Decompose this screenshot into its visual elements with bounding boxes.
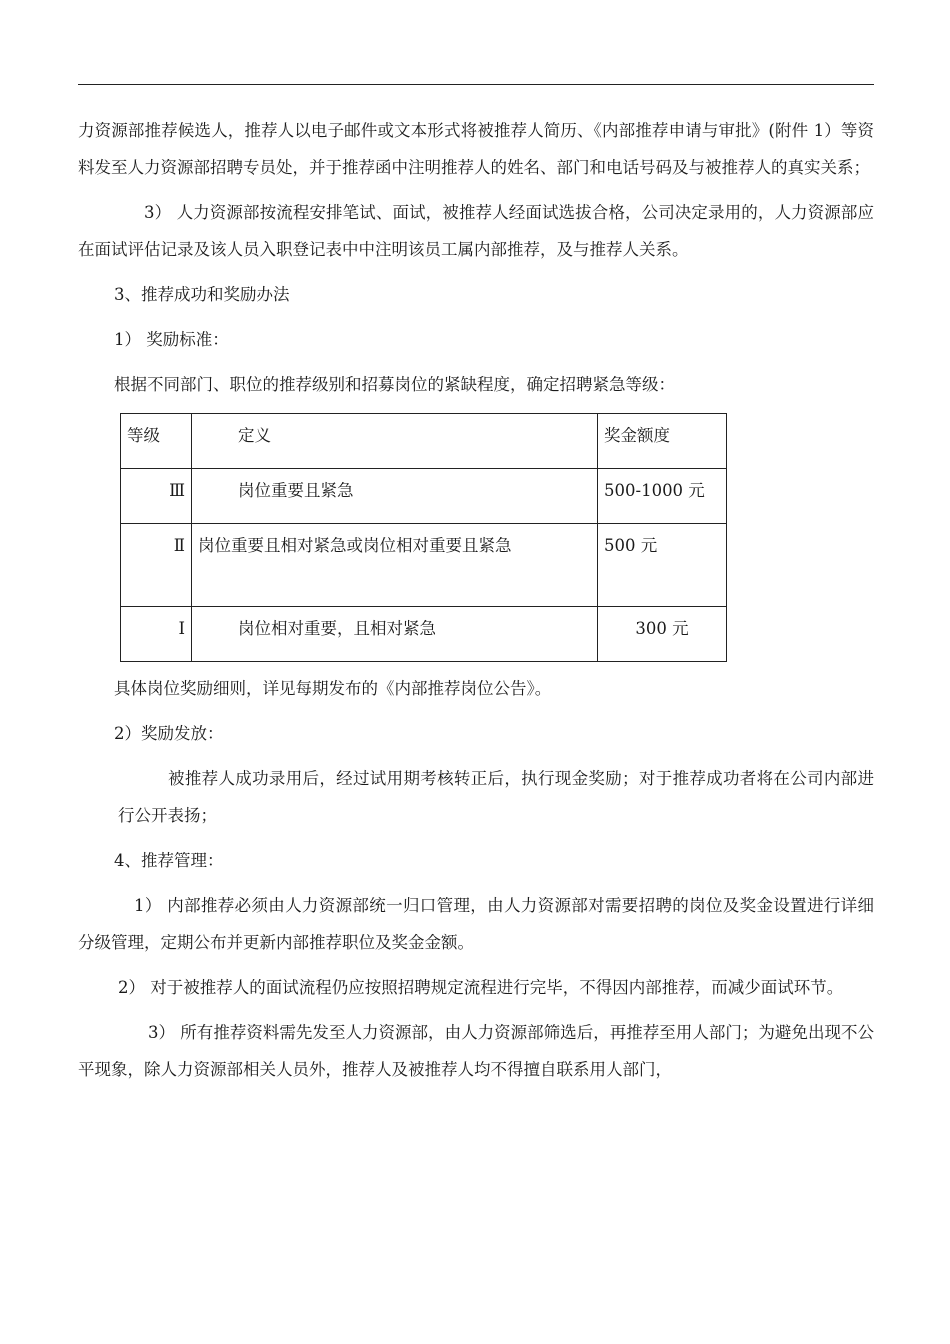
table-header-cell: 等级 xyxy=(121,414,192,469)
paragraph: 2） 对于被推荐人的面试流程仍应按照招聘规定流程进行完毕，不得因内部推荐，而减少面试环节。 xyxy=(118,978,844,997)
definition-cell: 岗位相对重要，且相对紧急 xyxy=(192,607,598,662)
table-header-cell: 奖金额度 xyxy=(598,414,727,469)
table-row xyxy=(121,607,727,662)
level-cell: Ⅲ xyxy=(121,469,192,524)
paragraph: 1） 内部推荐必须由人力资源部统一归口管理，由人力资源部对需要招聘的岗位及奖金设置进行详细分级管理，定期公布并更新内部推荐职位及奖金金额。 xyxy=(78,896,874,952)
header-rule xyxy=(78,84,874,85)
section-heading: 3、推荐成功和奖励办法 xyxy=(114,285,290,304)
subsection-heading: 2）奖励发放： xyxy=(114,724,224,743)
level-cell: Ⅱ xyxy=(121,524,192,607)
table-header-cell: 定义 xyxy=(192,414,598,469)
definition-cell: 岗位重要且紧急 xyxy=(192,469,598,524)
table-row xyxy=(121,469,727,524)
bonus-cell: 500-1000 元 xyxy=(598,469,727,524)
table-row xyxy=(121,524,727,607)
paragraph: 3） 人力资源部按流程安排笔试、面试，被推荐人经面试选拔合格，公司决定录用的，人力资源部应在面试评估记录及该人员入职登记表中中注明该员工属内部推荐，及与推荐人关系。 xyxy=(78,203,874,259)
definition-cell: 岗位重要且相对紧急或岗位相对重要且紧急 xyxy=(192,524,598,607)
bonus-cell: 300 元 xyxy=(598,607,727,662)
paragraph: 3） 所有推荐资料需先发至人力资源部，由人力资源部筛选后，再推荐至用人部门；为避免出现不公平现象，除人力资源部相关人员外，推荐人及被推荐人均不得擅自联系用人部门， xyxy=(78,1023,874,1079)
bonus-cell: 500 元 xyxy=(598,524,727,607)
paragraph: 根据不同部门、职位的推荐级别和招募岗位的紧缺程度，确定招聘紧急等级： xyxy=(114,375,675,394)
paragraph: 力资源部推荐候选人，推荐人以电子邮件或文本形式将被推荐人简历、《内部推荐申请与审批》(附件 1）等资料发至人力资源部招聘专员处，并于推荐函中注明推荐人的姓名、部门和电话号码及与被推荐人的真实关系； xyxy=(78,121,874,177)
subsection-heading: 1） 奖励标准： xyxy=(114,330,229,349)
reward-level-table xyxy=(120,413,727,662)
paragraph: 被推荐人成功录用后，经过试用期考核转正后，执行现金奖励；对于推荐成功者将在公司内部进行公开表扬； xyxy=(118,769,874,825)
document-body xyxy=(78,112,874,1088)
table-header-row xyxy=(121,414,727,469)
section-heading: 4、推荐管理： xyxy=(114,851,224,870)
paragraph: 具体岗位奖励细则，详见每期发布的《内部推荐岗位公告》。 xyxy=(114,679,552,698)
level-cell: Ⅰ xyxy=(121,607,192,662)
